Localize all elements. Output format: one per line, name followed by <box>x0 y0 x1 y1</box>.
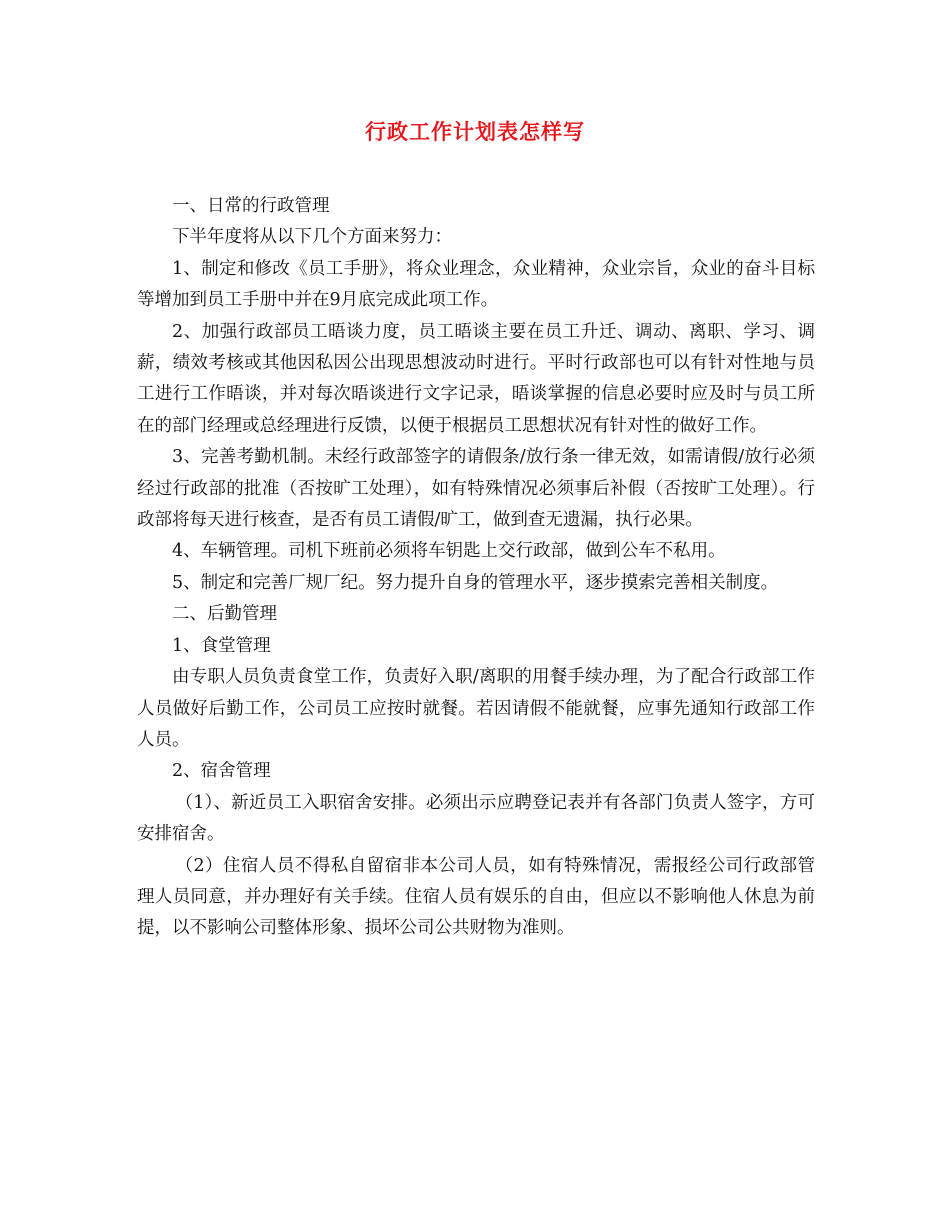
paragraph-canteen: 由专职人员负责食堂工作，负责好入职/离职的用餐手续办理，为了配合行政部工作人员做好后勤工作，公司员工应按时就餐。若因请假不能就餐，应事先通知行政部工作人员。 <box>137 667 815 750</box>
paragraph-item-3: 3、完善考勤机制。未经行政部签字的请假条/放行条一律无效，如需请假/放行必须经过行政部的批准（否按旷工处理），如有特殊情况必须事后补假（否按旷工处理）。行政部将每天进行核查，是否有员工请假/旷工，做到查无遗漏，执行必果。 <box>137 447 815 531</box>
document-body <box>137 191 815 945</box>
paragraph-item-1: 1、制定和修改《员工手册》，将众业理念，众业精神，众业宗旨，众业的奋斗目标等增加到员工手册中并在9月底完成此项工作。 <box>137 258 815 311</box>
subheading-canteen: 1、食堂管理 <box>172 635 271 656</box>
paragraph-intro: 下半年度将从以下几个方面来努力： <box>172 227 452 248</box>
document-title: 行政工作计划表怎样写 <box>365 119 585 144</box>
paragraph-item-2: 2、加强行政部员工晤谈力度，员工晤谈主要在员工升迁、调动、离职、学习、调薪，绩效考核或其他因私因公出现思想波动时进行。平时行政部也可以有针对性地与员工进行工作晤谈，并对每次晤谈进行文字记录，晤谈掌握的信息必要时应及时与员工所在的部门经理或总经理进行反馈，以便于根据员工思想状况有针对性的做好工作。 <box>137 321 815 436</box>
paragraph-item-4: 4、车辆管理。司机下班前必须将车钥匙上交行政部，做到公车不私用。 <box>172 541 726 562</box>
subheading-dormitory: 2、宿舍管理 <box>172 761 271 782</box>
paragraph-item-5: 5、制定和完善厂规厂纪。努力提升自身的管理水平，逐步摸索完善相关制度。 <box>172 572 779 593</box>
section-heading-logistics: 二、后勤管理 <box>172 604 277 625</box>
paragraph-dorm-1: （1）、新近员工入职宿舍安排。必须出示应聘登记表并有各部门负责人签字，方可安排宿舍。 <box>137 792 815 845</box>
section-heading-daily-admin: 一、日常的行政管理 <box>172 196 330 216</box>
paragraph-dorm-2: （2）住宿人员不得私自留宿非本公司人员，如有特殊情况，需报经公司行政部管理人员同意，并办理好有关手续。住宿人员有娱乐的自由，但应以不影响他人休息为前提，以不影响公司整体形象、损坏公司公共财物为准则。 <box>137 855 815 939</box>
